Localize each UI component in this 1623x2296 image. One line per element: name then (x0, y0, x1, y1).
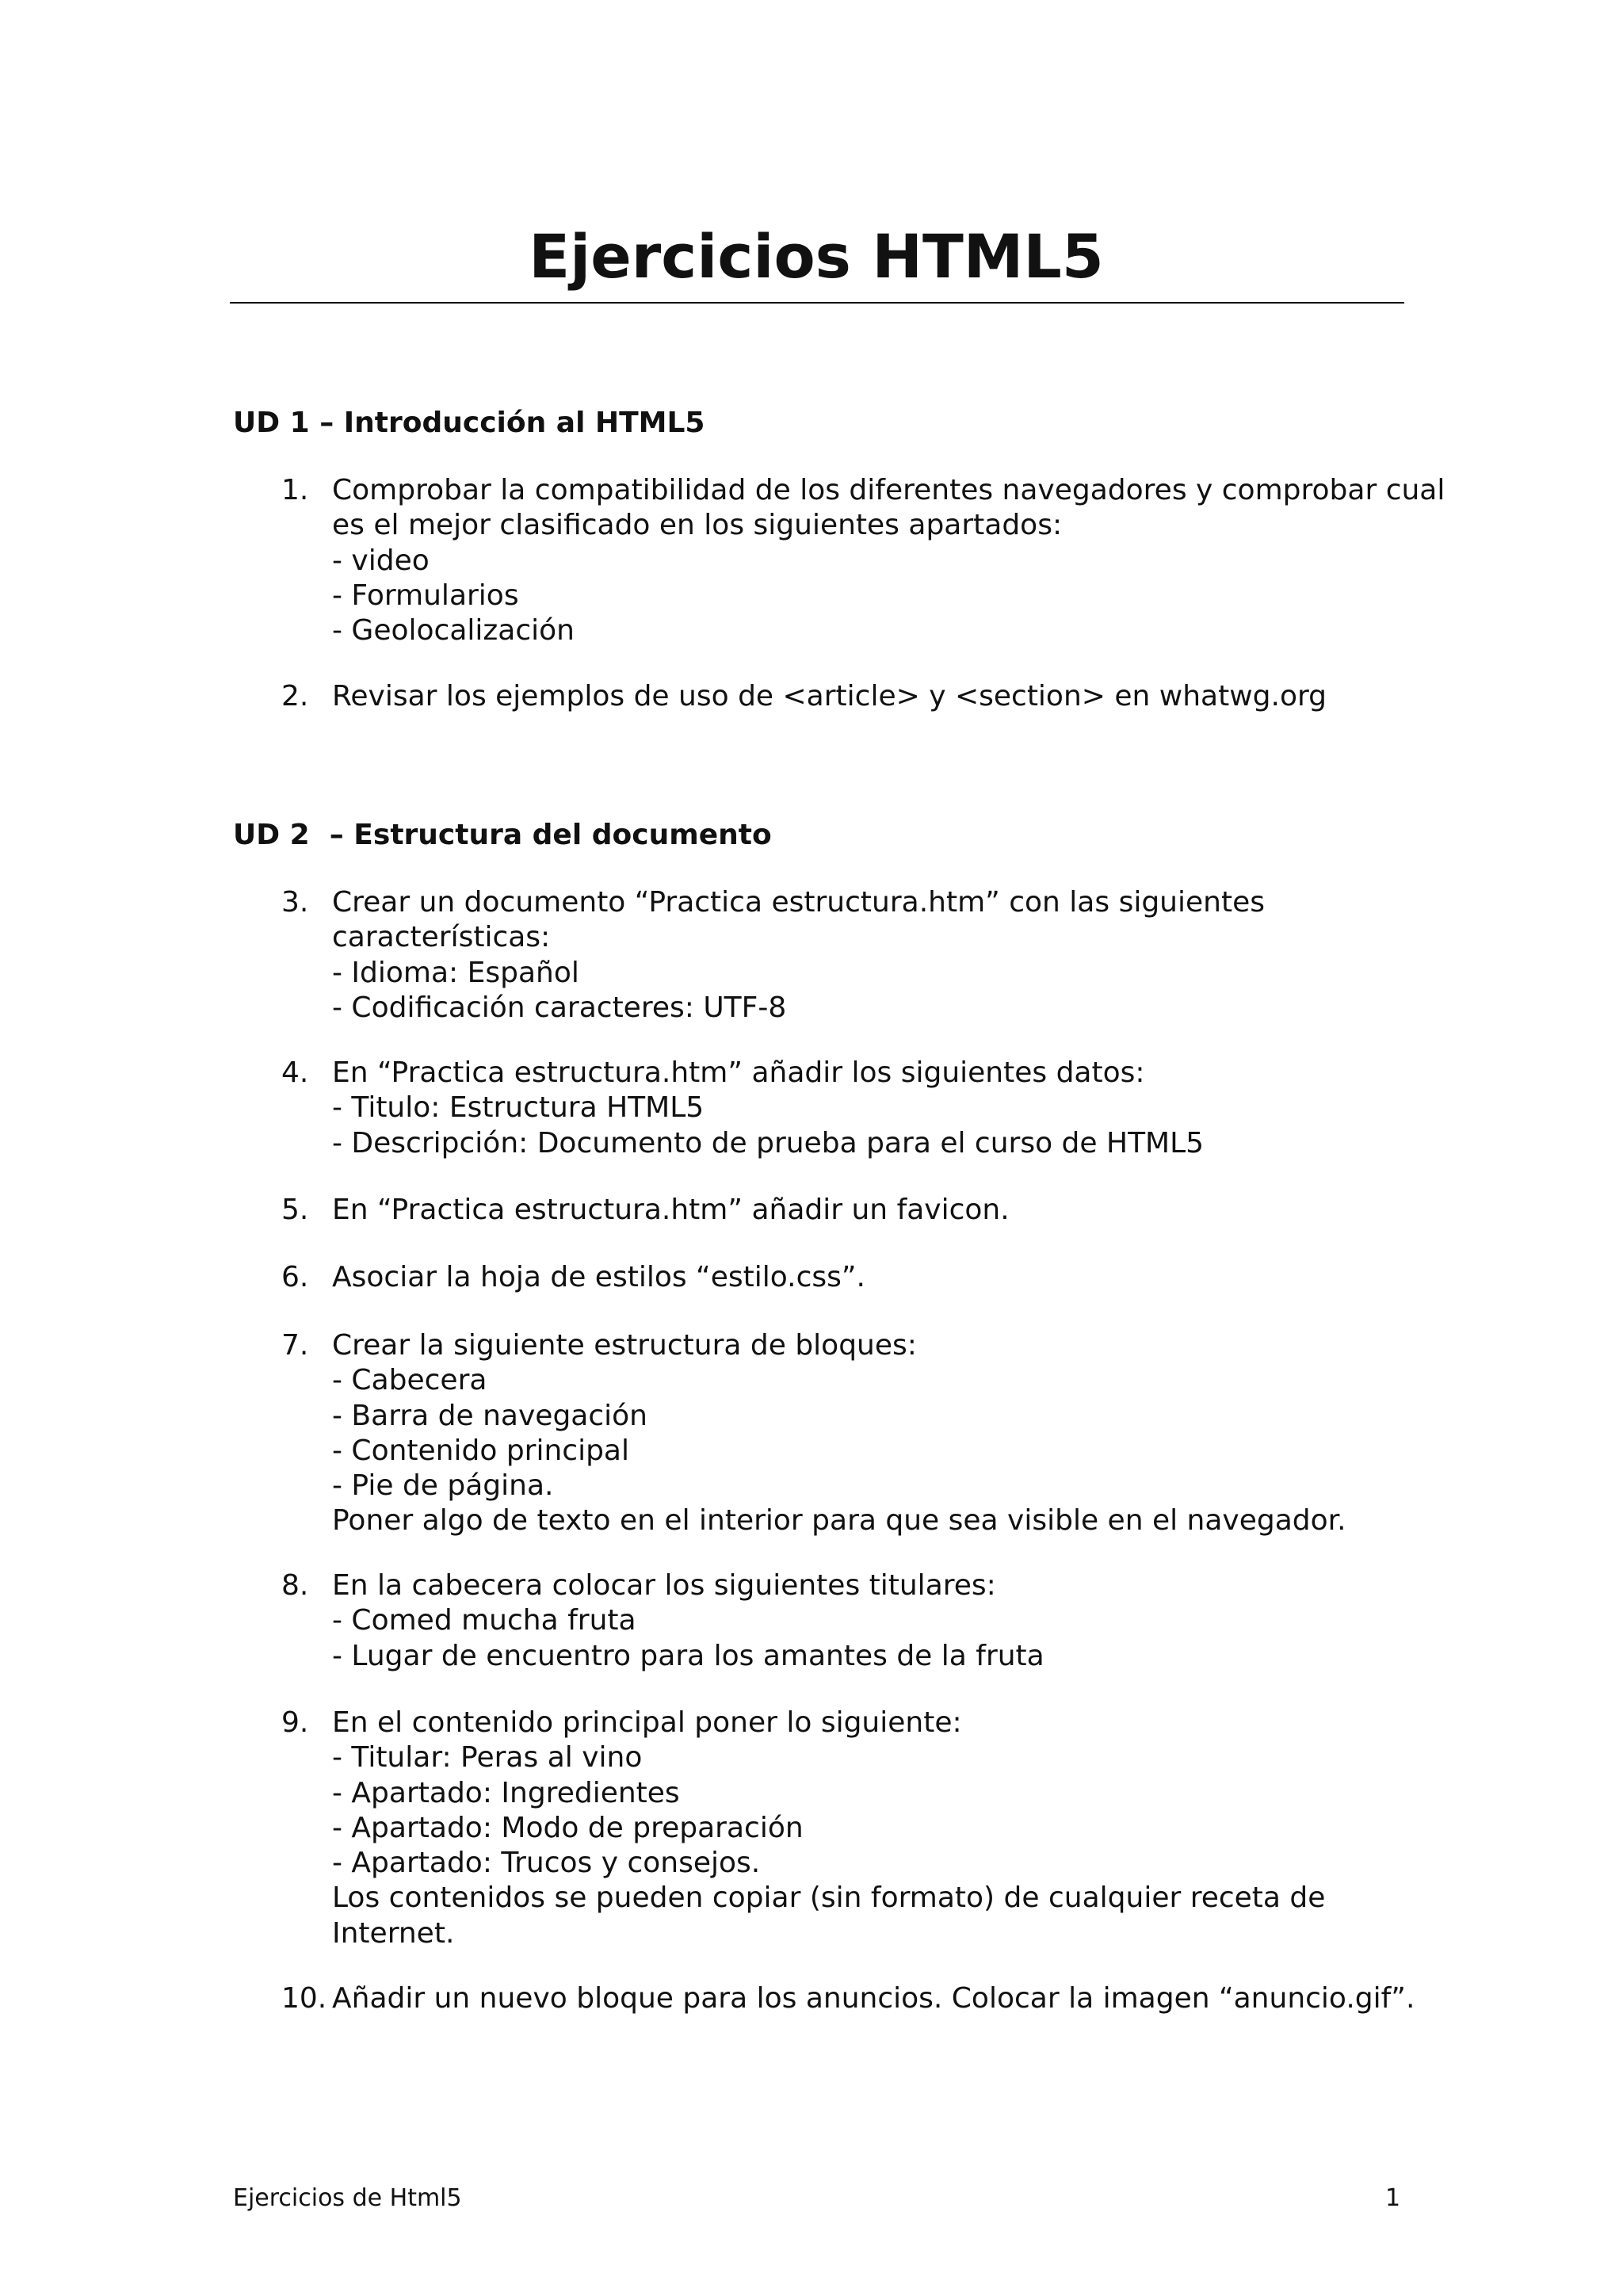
exercise-line: Asociar la hoja de estilos “estilo.css”. (332, 1261, 865, 1293)
exercise-line: - Apartado: Ingredientes (332, 1776, 680, 1809)
exercise-line: - Titulo: Estructura HTML5 (332, 1091, 705, 1125)
section-heading-ud2: UD 2 – Estructura del documento (233, 819, 772, 851)
footer-title: Ejercicios de Html5 (233, 2184, 462, 2212)
exercise-line: Internet. (332, 1916, 455, 1950)
section-heading-ud1: UD 1 – Introducción al HTML5 (233, 407, 705, 439)
exercise-number: 5. (281, 1194, 309, 1226)
exercise-line: - Apartado: Trucos y consejos. (332, 1847, 761, 1880)
exercise-line: - Descripción: Documento de prueba para el curso de HTML5 (332, 1126, 1205, 1159)
exercise-line: - Titular: Peras al vino (332, 1741, 643, 1775)
exercise-text (332, 473, 1445, 648)
exercise-line: Crear un documento “Practica estructura.htm” con las siguientes (332, 886, 1265, 919)
exercise-text (332, 1260, 1442, 1295)
exercise-text (332, 679, 1442, 714)
document-title: Ejercicios HTML5 (529, 221, 1104, 292)
exercise-line: Los contenidos se pueden copiar (sin formato) de cualquier receta de (332, 1881, 1326, 1915)
exercise-line: Poner algo de texto en el interior para que sea visible en el navegador. (332, 1504, 1346, 1538)
exercise-text (332, 1981, 1442, 2016)
exercise-line: - Geolocalización (332, 614, 575, 648)
exercise-text (332, 885, 1442, 1026)
exercise-line: - Formularios (332, 579, 519, 612)
exercise-line: - Barra de navegación (332, 1399, 647, 1432)
exercise-line: características: (332, 921, 551, 954)
exercise-line: - video (332, 544, 430, 577)
exercise-line: - Codificación caracteres: UTF-8 (332, 991, 787, 1024)
exercise-number: 1. (281, 474, 309, 506)
exercise-number: 6. (281, 1261, 309, 1293)
exercise-line: Comprobar la compatibilidad de los diferentes navegadores y comprobar cual (332, 474, 1445, 506)
exercise-number: 9. (281, 1706, 309, 1739)
exercise-text (332, 1056, 1442, 1161)
exercise-text (332, 1706, 1442, 1951)
exercise-line: - Pie de página. (332, 1469, 554, 1503)
exercise-number: 4. (281, 1056, 309, 1089)
exercise-line: - Cabecera (332, 1364, 487, 1397)
exercise-line: Añadir un nuevo bloque para los anuncios. Colocar la imagen “anuncio.gif”. (332, 1982, 1415, 2015)
exercise-line: - Lugar de encuentro para los amantes de la fruta (332, 1639, 1044, 1672)
exercise-line: En “Practica estructura.htm” añadir un favicon. (332, 1194, 1010, 1226)
exercise-line: Crear la siguiente estructura de bloques: (332, 1329, 917, 1362)
exercise-number: 8. (281, 1569, 309, 1602)
title-underline (230, 302, 1404, 304)
exercise-line: Revisar los ejemplos de uso de <article> y <section> en whatwg.org (332, 680, 1327, 712)
exercise-line: - Contenido principal (332, 1434, 629, 1467)
exercise-text (332, 1328, 1442, 1539)
exercise-text (332, 1568, 1442, 1674)
exercise-line: - Apartado: Modo de preparación (332, 1811, 804, 1844)
exercise-number: 3. (281, 886, 309, 919)
exercise-line: En “Practica estructura.htm” añadir los siguientes datos: (332, 1056, 1145, 1089)
exercise-line: - Comed mucha fruta (332, 1604, 636, 1637)
exercise-line: es el mejor clasificado en los siguientes apartados: (332, 509, 1063, 542)
exercise-line: En la cabecera colocar los siguientes titulares: (332, 1569, 996, 1602)
exercise-number: 10. (281, 1982, 327, 2015)
exercise-number: 2. (281, 680, 309, 712)
exercise-number: 7. (281, 1329, 309, 1362)
exercise-line: En el contenido principal poner lo siguiente: (332, 1706, 962, 1739)
page-number: 1 (1385, 2184, 1401, 2212)
exercise-line: - Idioma: Español (332, 956, 579, 989)
exercise-text (332, 1193, 1442, 1228)
